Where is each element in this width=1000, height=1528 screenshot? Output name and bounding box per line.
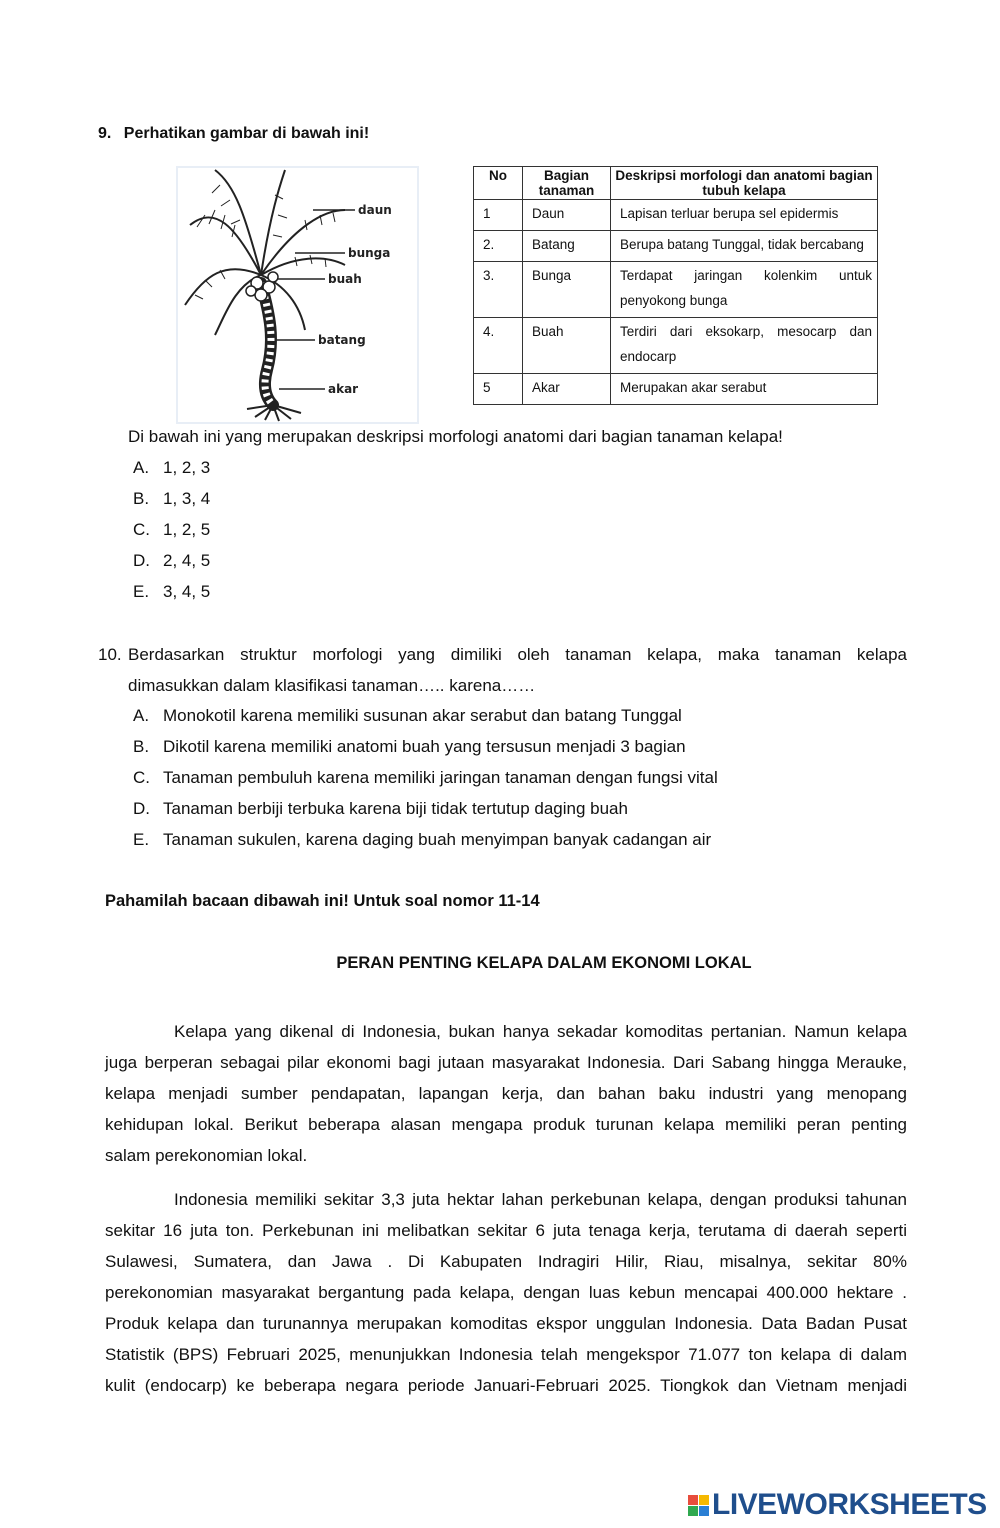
answer-option[interactable] xyxy=(133,458,210,489)
table-cell: 5 xyxy=(474,374,523,405)
paragraph-line: perekonomian masyarakat bergantung pada kelapa, dengan luas kebun mencapai 400.000 hektare . xyxy=(105,1283,907,1302)
reading-paragraph-1 xyxy=(105,1016,907,1171)
option-text: 1, 2, 3 xyxy=(163,458,211,477)
figure-label-batang: batang xyxy=(318,333,366,347)
paragraph-line: juga berperan sebagai pilar ekonomi bagi jutaan masyarakat Indonesia. Dari Sabang hingga Merauke, xyxy=(105,1053,907,1072)
table-row xyxy=(474,318,878,374)
figure-label-akar: akar xyxy=(328,382,359,396)
table-header-row xyxy=(474,167,878,200)
liveworksheets-logo-icon xyxy=(688,1493,710,1517)
paragraph-line: Kelapa yang dikenal di Indonesia, bukan hanya sekadar komoditas pertanian. Namun kelapa xyxy=(174,1022,907,1041)
reading-instruction: Pahamilah bacaan dibawah ini! Untuk soal nomor 11-14 xyxy=(105,892,540,910)
morphology-table xyxy=(473,166,878,405)
question-10-line: dimasukkan dalam klasifikasi tanaman….. karena…… xyxy=(128,676,536,695)
answer-option[interactable] xyxy=(133,768,718,799)
table-cell: 1 xyxy=(474,200,523,231)
paragraph-line: sekitar 16 juta ton. Perkebunan ini melibatkan sekitar 6 juta tenaga kerja, terutama di daerah seperti xyxy=(105,1221,907,1240)
table-header: Deskripsi morfologi dan anatomi bagian tubuh kelapa xyxy=(611,167,878,200)
option-text: 1, 2, 5 xyxy=(163,520,211,539)
table-cell: 2. xyxy=(474,231,523,262)
option-text: Tanaman berbiji terbuka karena biji tidak tertutup daging buah xyxy=(163,799,628,818)
table-cell: 3. xyxy=(474,262,523,318)
question-9-heading xyxy=(98,125,369,143)
option-letter: C. xyxy=(133,768,150,787)
option-text: Dikotil karena memiliki anatomi buah yang tersusun menjadi 3 bagian xyxy=(163,737,686,756)
answer-option[interactable] xyxy=(133,737,718,768)
answer-option[interactable] xyxy=(133,706,718,737)
answer-option[interactable] xyxy=(133,489,210,520)
table-cell: Berupa batang Tunggal, tidak bercabang xyxy=(611,231,878,262)
answer-option[interactable] xyxy=(133,799,718,830)
figure-label-buah: buah xyxy=(328,272,362,286)
table-cell: Terdapat jaringan kolenkim untuk penyokong bunga xyxy=(611,262,878,318)
table-cell: Terdiri dari eksokarp, mesocarp dan endocarp xyxy=(611,318,878,374)
option-text: 3, 4, 5 xyxy=(163,582,211,601)
question-10-number: 10. xyxy=(98,645,122,664)
table-cell: Akar xyxy=(523,374,611,405)
table-cell: Bunga xyxy=(523,262,611,318)
option-letter: B. xyxy=(133,489,150,508)
table-row xyxy=(474,231,878,262)
paragraph-line: Indonesia memiliki sekitar 3,3 juta hektar lahan perkebunan kelapa, dengan produksi tahunan xyxy=(174,1190,907,1209)
option-letter: C. xyxy=(133,520,150,539)
table-cell: Daun xyxy=(523,200,611,231)
table-header: No xyxy=(474,167,523,200)
figure-label-daun: daun xyxy=(358,203,392,217)
answer-option[interactable] xyxy=(133,830,718,861)
table-row xyxy=(474,262,878,318)
question-number: 9. xyxy=(98,125,112,142)
liveworksheets-logo[interactable] xyxy=(688,1488,987,1522)
option-text: Tanaman pembuluh karena memiliki jaringan tanaman dengan fungsi vital xyxy=(163,768,718,787)
option-letter: A. xyxy=(133,706,150,725)
logo-text: LIVEWORKSHEETS xyxy=(712,1488,987,1521)
option-letter: E. xyxy=(133,830,150,849)
option-letter: D. xyxy=(133,799,150,818)
paragraph-line: kulit (endocarp) ke beberapa negara periode Januari-Februari 2025. Tiongkok dan Vietnam menjadi xyxy=(105,1376,907,1395)
option-text: 2, 4, 5 xyxy=(163,551,211,570)
question-9-options xyxy=(133,458,210,613)
table-cell: Batang xyxy=(523,231,611,262)
question-9-text: Di bawah ini yang merupakan deskripsi morfologi anatomi dari bagian tanaman kelapa! xyxy=(128,427,783,446)
table-cell: Lapisan terluar berupa sel epidermis xyxy=(611,200,878,231)
paragraph-line: Sulawesi, Sumatera, dan Jawa . Di Kabupaten Indragiri Hilir, Riau, misalnya, sekitar 80% xyxy=(105,1252,907,1271)
reading-paragraph-2 xyxy=(105,1184,907,1401)
paragraph-line: Produk kelapa dan turunannya merupakan komoditas ekspor unggulan Indonesia. Data Badan Pusat xyxy=(105,1314,907,1333)
table-header: Bagian tanaman xyxy=(523,167,611,200)
table-cell: 4. xyxy=(474,318,523,374)
option-text: Tanaman sukulen, karena daging buah menyimpan banyak cadangan air xyxy=(163,830,712,849)
question-heading: Perhatikan gambar di bawah ini! xyxy=(123,125,370,142)
question-10-options xyxy=(133,706,718,861)
paragraph-line: kehidupan lokal. Berikut beberapa alasan mengapa produk turunan kelapa memiliki peran penting xyxy=(105,1115,907,1134)
option-letter: A. xyxy=(133,458,150,477)
paragraph-line: kelapa menjadi sumber pendapatan, lapangan kerja, dan bahan baku industri yang menopang xyxy=(105,1084,907,1103)
option-text: 1, 3, 4 xyxy=(163,489,211,508)
question-10-line: Berdasarkan struktur morfologi yang dimiliki oleh tanaman kelapa, maka tanaman kelapa xyxy=(128,645,907,664)
figure-label-bunga: bunga xyxy=(348,246,391,260)
answer-option[interactable] xyxy=(133,520,210,551)
option-letter: D. xyxy=(133,551,150,570)
option-letter: B. xyxy=(133,737,150,756)
option-letter: E. xyxy=(133,582,150,601)
answer-option[interactable] xyxy=(133,551,210,582)
coconut-tree-figure xyxy=(175,165,420,425)
reading-title: PERAN PENTING KELAPA DALAM EKONOMI LOKAL xyxy=(336,954,752,972)
table-row xyxy=(474,374,878,405)
table-row xyxy=(474,200,878,231)
paragraph-line: salam perekonomian lokal. xyxy=(105,1146,308,1165)
paragraph-line: Statistik (BPS) Februari 2025, menunjukkan Indonesia telah mengekspor 71.077 ton kelapa di dalam xyxy=(105,1345,907,1364)
table-cell: Buah xyxy=(523,318,611,374)
answer-option[interactable] xyxy=(133,582,210,613)
coconut-tree-illustration xyxy=(175,165,420,425)
option-text: Monokotil karena memiliki susunan akar serabut dan batang Tunggal xyxy=(163,706,682,725)
table-cell: Merupakan akar serabut xyxy=(611,374,878,405)
